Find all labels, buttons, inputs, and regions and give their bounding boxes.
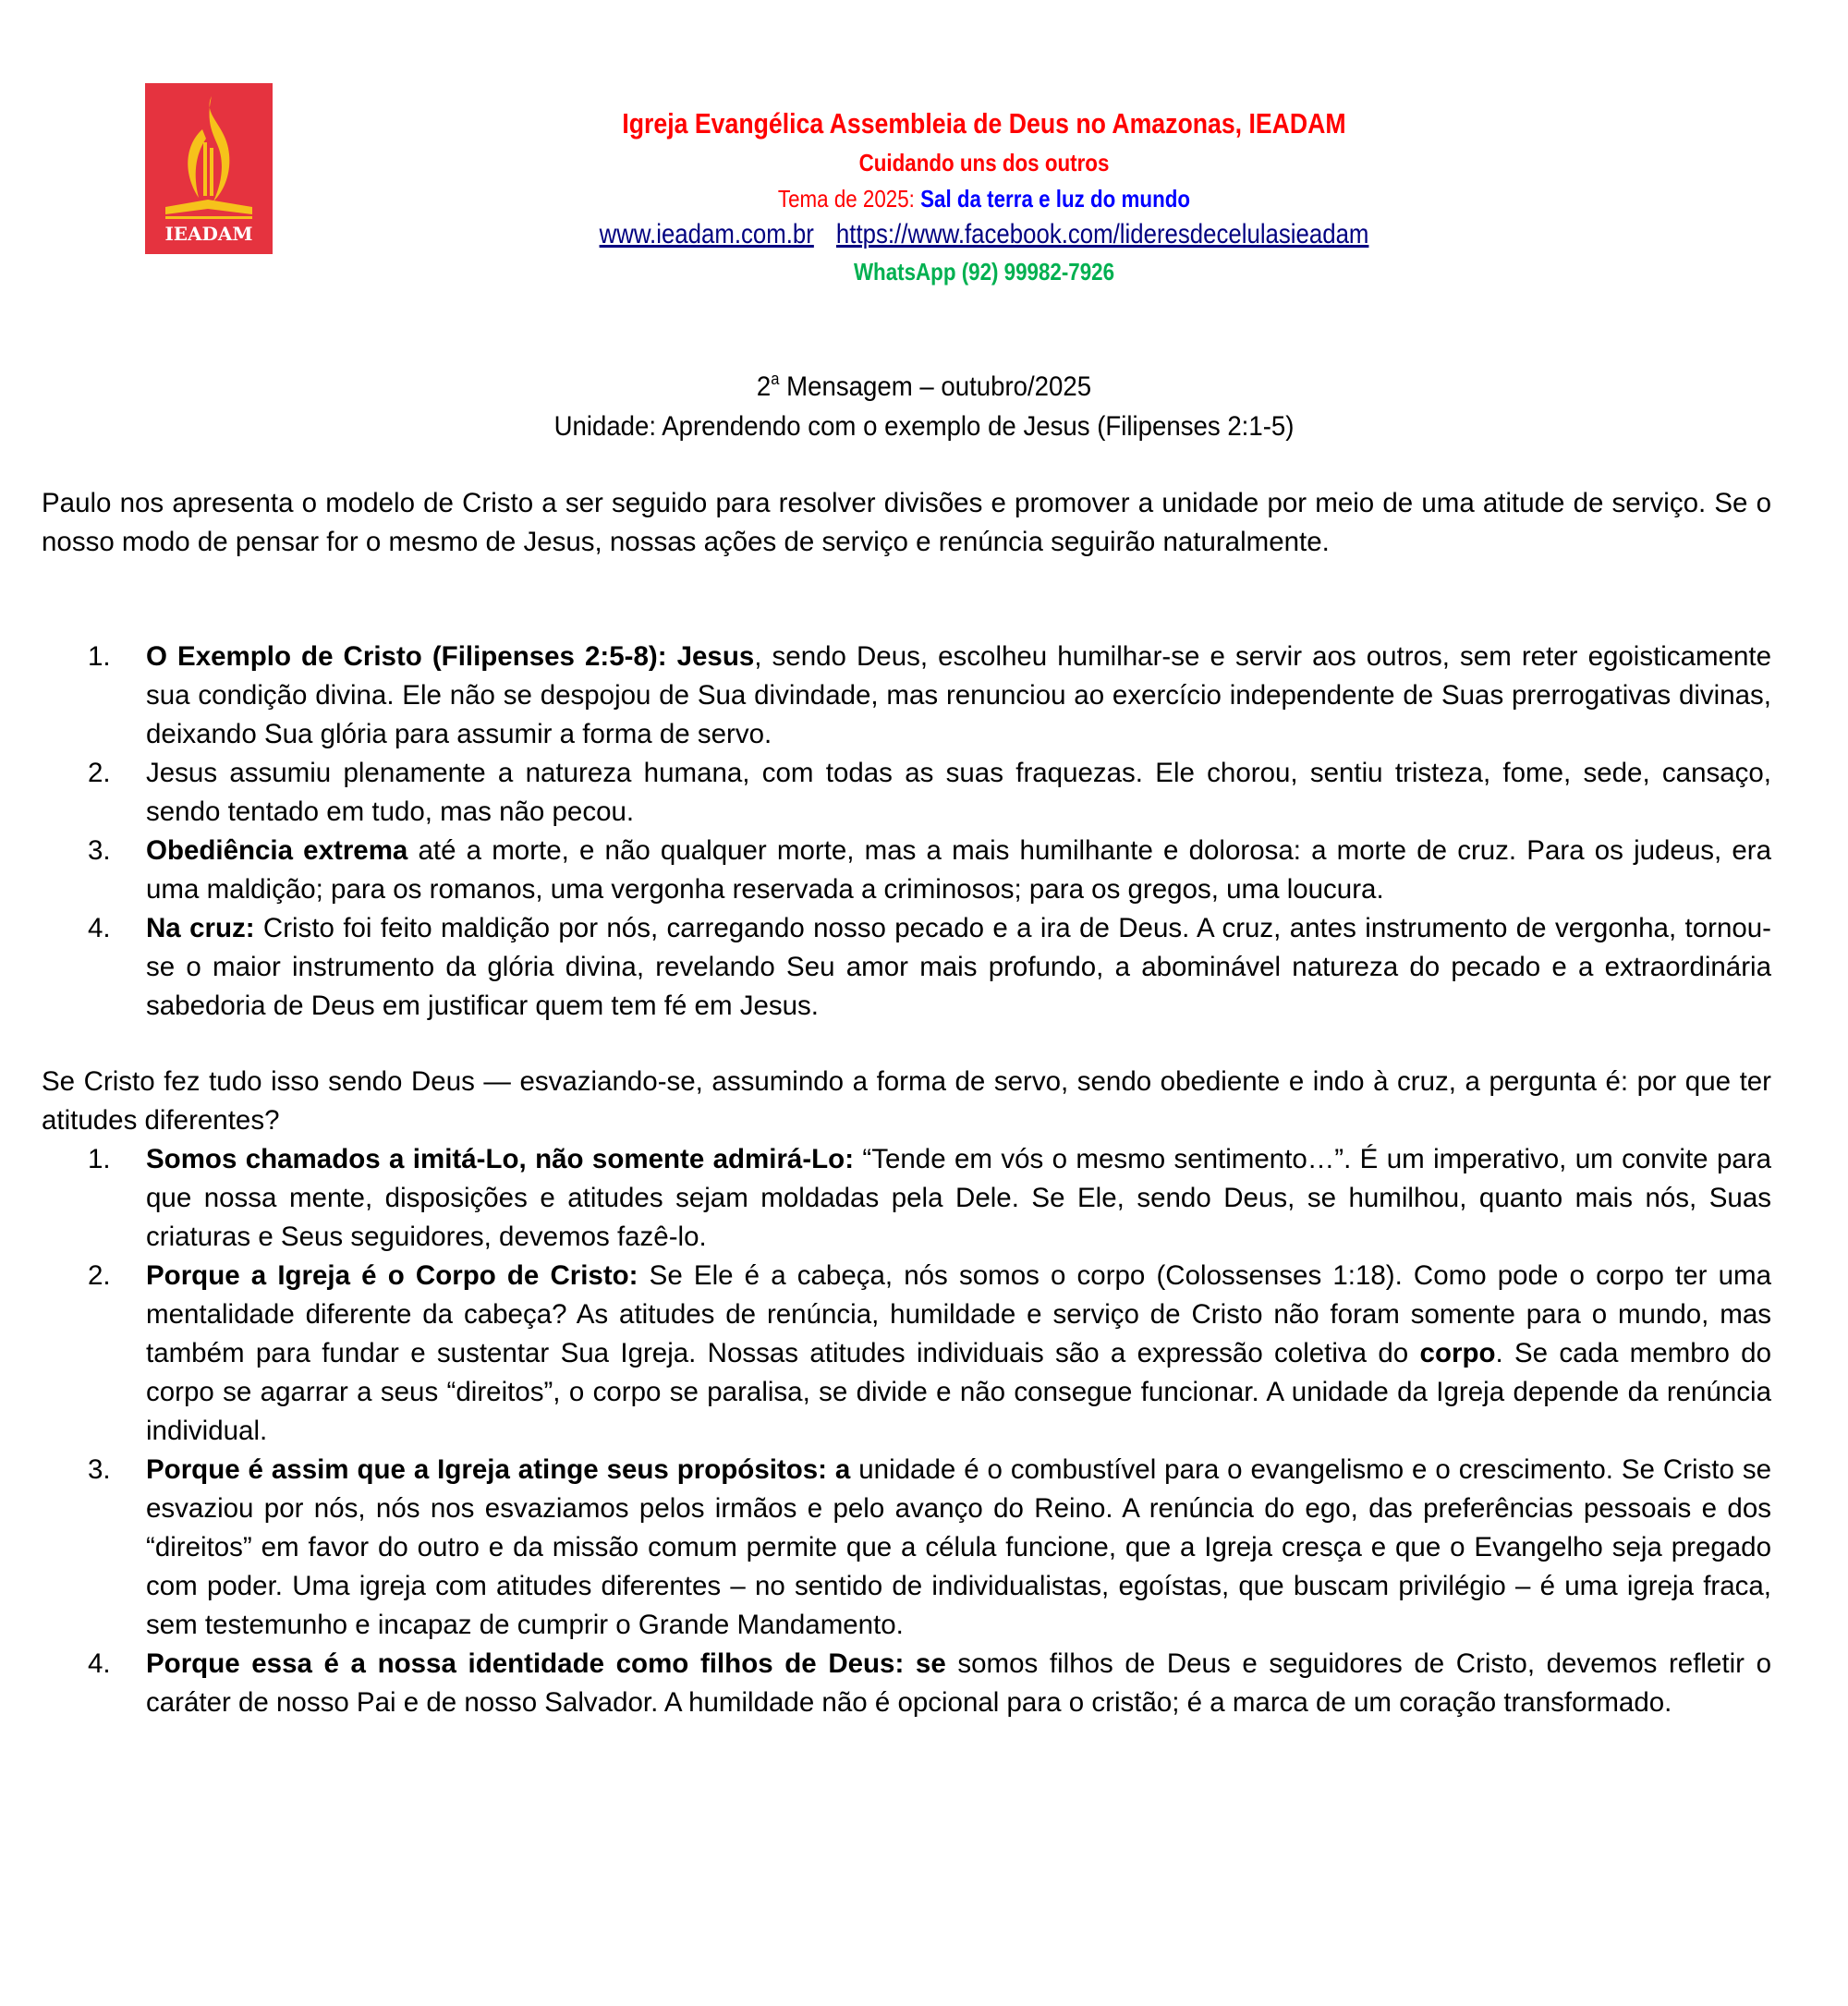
item-number: 3. [88,1454,111,1485]
item-text: somos filhos de Deus e seguidores de Cristo, devemos refletir o caráter de nosso Pai e de nosso Salvador. A humildade não é opcional para o cristão; é a marca de um coração transformado. [146,1648,1771,1718]
item-number: 2. [88,1260,111,1291]
list-item [42,909,1771,1026]
reasons-list [42,1140,1771,1722]
list-item [42,638,1771,754]
whatsapp-contact: WhatsApp (92) 99982-7926 [853,258,1115,286]
list-item [42,754,1771,832]
item-heading: Porque essa é a nossa identidade como filhos de Deus: se [146,1648,946,1679]
closing-question-paragraph: Se Cristo fez tudo isso sendo Deus — esvaziando-se, assumindo a forma de servo, sendo obediente e indo à cruz, a pergunta é: por que ter atitudes diferentes? [42,1066,1771,1136]
item-text: até a morte, e não qualquer morte, mas a mais humilhante e dolorosa: a morte de cruz. Para os judeus, era uma maldição; para os romanos, uma vergonha reservada a criminosos; para os gregos, uma loucura. [146,835,1771,905]
list-item [42,1645,1771,1722]
facebook-link[interactable]: https://www.facebook.com/lideresdecelulasieadam [835,219,1369,249]
flame-book-emblem-icon [145,83,273,222]
intro-paragraph: Paulo nos apresenta o modelo de Cristo a ser seguido para resolver divisões e promover a unidade por meio de uma atitude de serviço. Se o nosso modo de pensar for o mesmo de Jesus, nossas ações de serviço e renúncia seguirão naturalmente. [42,488,1771,557]
item-number: 4. [88,913,111,943]
item-text: . Se cada membro do corpo se agarrar a seus “direitos”, o corpo se paralisa, se divide e não consegue funcionar. A unidade da Igreja depende da renúncia individual. [146,1338,1771,1446]
item-heading: O Exemplo de Cristo (Filipenses 2:5-8): Jesus [146,641,755,672]
message-date: Mensagem – outubro/2025 [779,371,1092,402]
yearly-theme [376,181,1592,216]
item-heading: Somos chamados a imitá-Lo, não somente admirá-Lo: [146,1144,855,1174]
list-item [42,1257,1771,1451]
christ-example-list [42,638,1771,1026]
item-text: Se Ele é a cabeça, nós somos o corpo (Colossenses 1:18). Como pode o corpo ter uma mentalidade diferente da cabeça? As atitudes de renúncia, humildade e serviço de Cristo não foram somente para o mundo, mas também para fundar e sustentar Sua Igreja. Nossas atitudes individuais são a expressão coletiva do [146,1260,1771,1368]
logo-text: IEADAM [164,223,253,245]
website-link[interactable]: www.ieadam.com.br [599,219,814,249]
church-name: Igreja Evangélica Assembleia de Deus no Amazonas, IEADAM [622,107,1346,140]
theme-label: Tema de 2025: [777,185,915,213]
item-text: Jesus assumiu plenamente a natureza humana, com todas as suas fraquezas. Ele chorou, sentiu tristeza, fome, sede, cansaço, sendo tentado em tudo, mas não pecou. [146,758,1771,827]
ieadam-logo [145,83,273,254]
item-text: Cristo foi feito maldição por nós, carregando nosso pecado e a ira de Deus. A cruz, antes instrumento de vergonha, tornou-se o maior instrumento da glória divina, revelando Seu amor mais profundo, a abominável natureza do pecado e a extraordinária sabedoria de Deus em justificar quem tem fé em Jesus. [146,913,1771,1021]
list-item [42,1140,1771,1257]
church-motto: Cuidando uns dos outros [858,149,1110,176]
item-heading: Porque a Igreja é o Corpo de Cristo: [146,1260,638,1291]
ordinal-indicator: a [771,370,780,388]
message-title [74,367,1774,407]
message-heading [0,367,1848,446]
item-text: unidade é o combustível para o evangelismo e o crescimento. Se Cristo se esvaziou por nós, nós nos esvaziamos pelos irmãos e pelo avanço do Reino. A renúncia do ego, das preferências pessoais e dos “direitos” em favor do outro e da missão comum permite que a célula funcione, que a Igreja cresça e que o Evangelho seja pregado com poder. Uma igreja com atitudes diferentes – no sentido de individualistas, egoístas, que buscam privilégio – é uma igreja fraca, sem testemunho e incapaz de cumprir o Grande Mandamento. [146,1454,1771,1640]
message-unit: Unidade: Aprendendo com o exemplo de Jesus (Filipenses 2:1-5) [553,411,1295,442]
item-heading: Porque é assim que a Igreja atinge seus propósitos: a [146,1454,851,1485]
item-emphasis: corpo [1419,1338,1496,1368]
item-number: 1. [88,641,111,672]
item-number: 3. [88,835,111,866]
item-heading: Na cruz: [146,913,255,943]
item-text: “Tende em vós o mesmo sentimento…”. É um imperativo, um convite para que nossa mente, disposições e atitudes sejam moldadas pela Dele. Se Ele, sendo Deus, se humilhou, quanto mais nós, Suas criaturas e Seus seguidores, devemos fazê-lo. [146,1144,1771,1252]
list-item [42,832,1771,909]
header-links [376,216,1592,253]
message-number: 2 [756,371,772,402]
item-text: , sendo Deus, escolheu humilhar-se e servir aos outros, sem reter egoisticamente sua condição divina. Ele não se despojou de Sua divindade, mas renunciou ao exercício independente de Suas prerrogativas divinas, deixando Sua glória para assumir a forma de servo. [146,641,1771,749]
item-number: 1. [88,1144,111,1174]
theme-value: Sal da terra e luz do mundo [920,185,1191,213]
item-number: 4. [88,1648,111,1679]
item-number: 2. [88,758,111,788]
item-heading: Obediência extrema [146,835,408,866]
church-header [277,103,1691,290]
list-item [42,1451,1771,1645]
